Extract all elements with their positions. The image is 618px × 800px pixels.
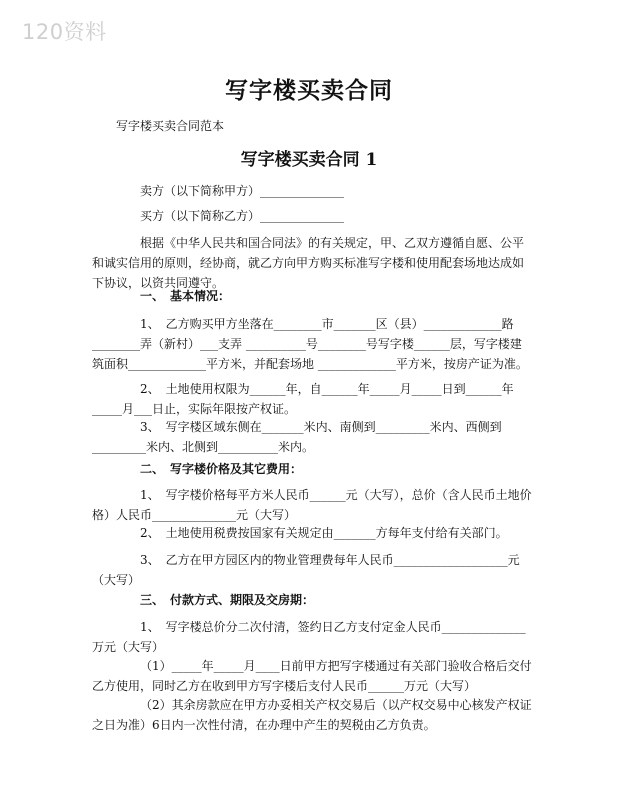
clause-1-1: 1、 乙方购买甲方坐落在________市_______区（县）_____________路________弄（新村）___支弄 __________号________号写字楼______层，写字楼建筑面积_____________平方米，并配套场地 _____________平方米，按房产证为准。 xyxy=(92,317,528,371)
seller-line: 卖方（以下简称甲方）______________ xyxy=(140,184,345,198)
intro-paragraph: 根据《中华人民共和国合同法》的有关规定，甲、乙双方遵循自愿、公平和诚实信用的原则，经协商，就乙方向甲方购买标准写字楼和使用配套场地达成如下协议，以资共同遵守。 xyxy=(92,236,525,290)
section-3-heading: 三、 付款方式、期限及交房期： xyxy=(140,593,315,607)
section-2-heading: 二、 写字楼价格及其它费用： xyxy=(140,462,303,476)
document-title: 写字楼买卖合同 xyxy=(225,78,393,104)
clause-3-1: 1、 写字楼总价分二次付清，签约日乙方支付定金人民币______________万元（大写） xyxy=(92,620,526,654)
buyer-line: 买方（以下简称乙方）______________ xyxy=(140,209,345,223)
document-subtitle: 写字楼买卖合同范本 xyxy=(116,119,225,133)
clause-2-1: 1、 写字楼价格每平方米人民币______元（大写），总价（含人民币土地价格）人民币______________元（大写） xyxy=(92,488,532,522)
clause-2-2: 2、 土地使用税费按国家有关规定由_______方每年支付给有关部门。 xyxy=(140,526,508,540)
section-1-heading: 一、 基本情况： xyxy=(140,289,231,303)
clause-2-3: 3、 乙方在甲方园区内的物业管理费每年人民币___________________元（大写） xyxy=(92,553,520,587)
clause-1-2: 2、 土地使用权限为______年，自______年_____月_____日到______年_____月___日止，实际年限按产权证。 xyxy=(92,382,514,416)
clause-3-1-item-1: （1）_____年_____月____日前甲方把写字楼通过有关部门验收合格后交付乙方使用，同时乙方在收到甲方写字楼后支付人民币______万元（大写） xyxy=(92,659,532,693)
watermark: 120资料 xyxy=(22,20,107,44)
clause-1-3: 3、 写字楼区域东侧在_______米内、南侧到_________米内、西侧到_________米内、北侧到__________米内。 xyxy=(92,420,502,454)
contract-title: 写字楼买卖合同 1 xyxy=(240,150,378,170)
clause-3-1-item-2: （2）其余房款应在甲方办妥相关产权交易后（以产权交易中心核发产权证之日为准）6日内一次性付清，在办理中产生的契税由乙方负责。 xyxy=(92,698,532,732)
